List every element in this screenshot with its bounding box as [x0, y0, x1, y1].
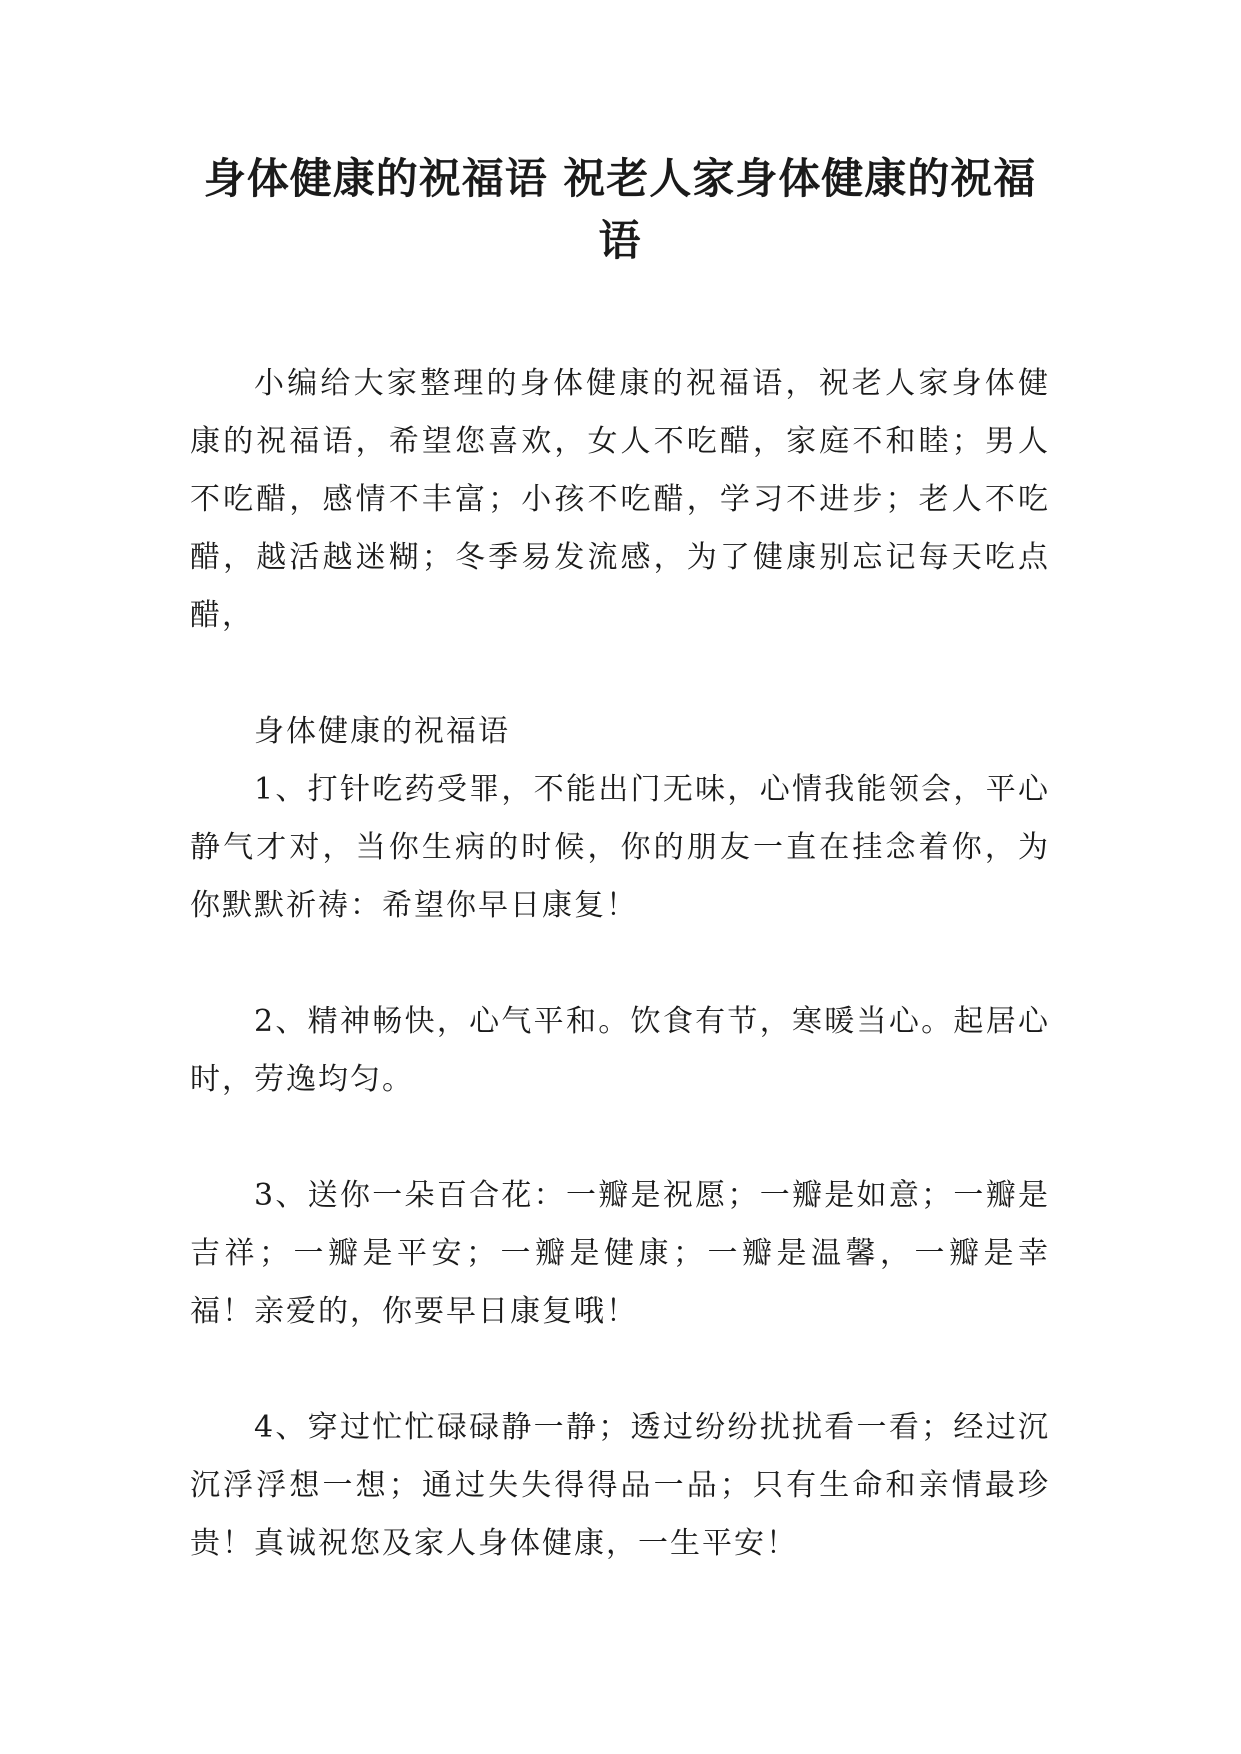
- section-heading: 身体健康的祝福语: [254, 714, 510, 749]
- wish-item-4: 4、穿过忙忙碌碌静一静；透过纷纷扰扰看一看；经过沉沉浮浮想一想；通过失失得得品一品；只有生命和亲情最珍贵！真诚祝您及家人身体健康，一生平安！: [190, 1410, 1050, 1561]
- intro-paragraph: 小编给大家整理的身体健康的祝福语，祝老人家身体健康的祝福语，希望您喜欢，女人不吃醋，家庭不和睦；男人不吃醋，感情不丰富；小孩不吃醋，学习不进步；老人不吃醋，越活越迷糊；冬季易发流感，为了健康别忘记每天吃点醋，: [190, 366, 1050, 633]
- wish-item-1: 1、打针吃药受罪，不能出门无味，心情我能领会，平心静气才对，当你生病的时候，你的朋友一直在挂念着你，为你默默祈祷：希望你早日康复！: [190, 772, 1050, 923]
- document-title: 身体健康的祝福语 祝老人家身体健康的祝福语: [203, 154, 1037, 265]
- wish-item-2: 2、精神畅快，心气平和。饮食有节，寒暖当心。起居心时，劳逸均匀。: [190, 1004, 1050, 1097]
- paragraph-spacer: [190, 645, 1050, 703]
- paragraph-spacer: [190, 1341, 1050, 1399]
- wish-item-3: 3、送你一朵百合花：一瓣是祝愿；一瓣是如意；一瓣是吉祥；一瓣是平安；一瓣是健康；一瓣是温馨，一瓣是幸福！亲爱的，你要早日康复哦！: [190, 1178, 1050, 1329]
- paragraph-spacer: [190, 1109, 1050, 1167]
- document-body: [190, 355, 1050, 1573]
- paragraph-spacer: [190, 935, 1050, 993]
